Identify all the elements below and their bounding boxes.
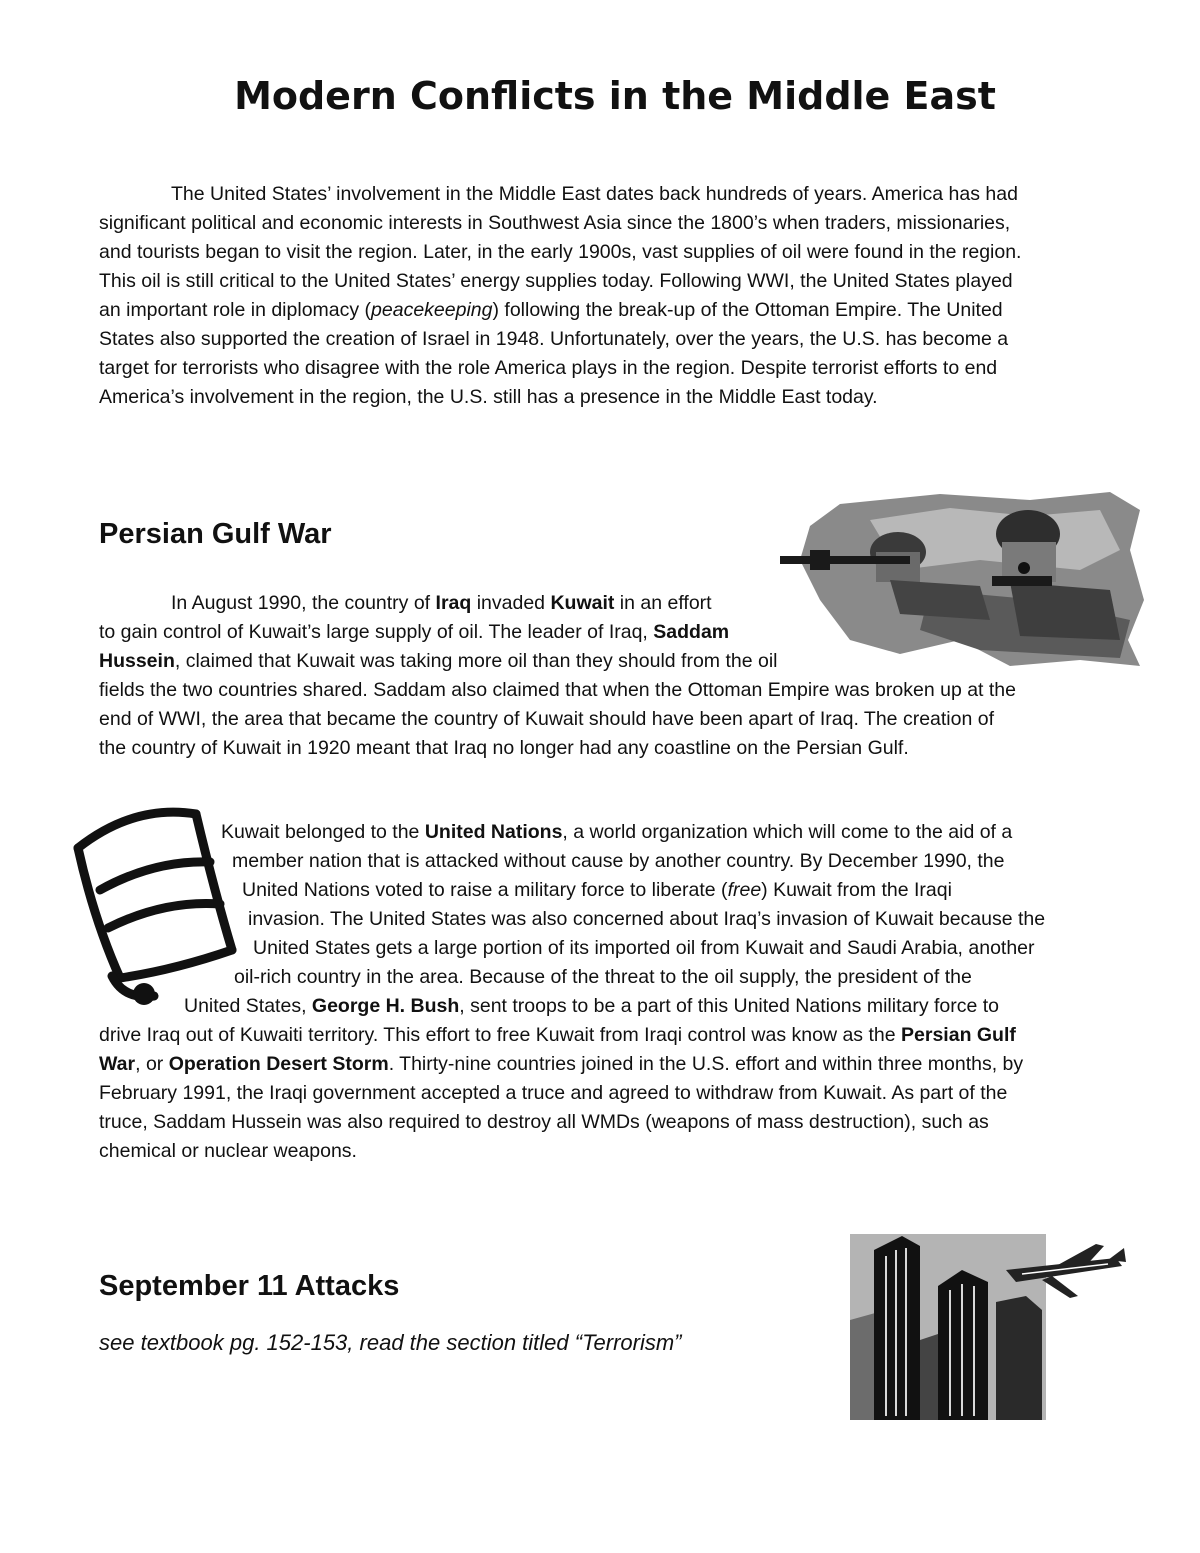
text-run: invasion. The United States was also concerned about Iraq’s invasion of Kuwait because the: [248, 908, 1046, 930]
paragraph-line: [99, 325, 1139, 354]
textbook-reference: see textbook pg. 152-153, read the section titled “Terrorism”: [99, 1330, 682, 1355]
text-run: , sent troops to be a part of this United Nations military force to: [459, 995, 1000, 1017]
paragraph-line: [99, 1021, 1139, 1050]
bold-term: Persian Gulf: [901, 1024, 1016, 1046]
paragraph-line: [99, 847, 1139, 876]
text-run: member nation that is attacked without cause by another country. By December 1990, the: [232, 850, 1005, 872]
text-run: United Nations voted to raise a military force to liberate (: [242, 879, 728, 901]
paragraph-line: [99, 1108, 1139, 1137]
paragraph-line: [99, 818, 1139, 847]
bold-term: Saddam: [653, 621, 730, 643]
text-run: ) Kuwait from the Iraqi: [761, 879, 952, 901]
paragraph-line: [99, 934, 1139, 963]
text-run: to gain control of Kuwait’s large supply of oil. The leader of Iraq,: [99, 621, 654, 643]
paragraph-line: [99, 238, 1139, 267]
sept11-heading: September 11 Attacks: [99, 1270, 400, 1302]
text-run: The United States’ involvement in the Middle East dates back hundreds of years. America has had: [171, 183, 1018, 205]
paragraph-line: [99, 1137, 1139, 1166]
paragraph-line: [99, 354, 1139, 383]
text-run: fields the two countries shared. Saddam also claimed that when the Ottoman Empire was broken up at the: [99, 679, 1016, 701]
gulf-war-paragraph-2: [99, 818, 1139, 1166]
text-run: end of WWI, the area that became the country of Kuwait should have been apart of Iraq. The creation of: [99, 708, 995, 730]
bold-term: Iraq: [435, 592, 472, 614]
text-run: invaded: [471, 592, 551, 614]
text-run: significant political and economic interests in Southwest Asia since the 1800’s when traders, missionaries,: [99, 212, 1011, 234]
paragraph-line: [99, 1050, 1139, 1079]
paragraph-line: [99, 296, 1139, 325]
gulf-war-heading: Persian Gulf War: [99, 518, 332, 550]
text-run: This oil is still critical to the United States’ energy supplies today. Following WWI, the United States played: [99, 270, 1013, 292]
text-run: in an effort: [614, 592, 712, 614]
paragraph-line: [99, 734, 1139, 763]
text-run: , a world organization which will come to the aid of a: [562, 821, 1013, 843]
bold-term: Operation Desert Storm: [168, 1053, 389, 1075]
text-run: States also supported the creation of Israel in 1948. Unfortunately, over the years, the U.S. has become a: [99, 328, 1009, 350]
paragraph-line: [99, 618, 1139, 647]
bold-term: Hussein: [99, 650, 175, 672]
text-run: chemical or nuclear weapons.: [99, 1140, 357, 1162]
paragraph-line: [99, 180, 1139, 209]
bold-term: George H. Bush: [311, 995, 460, 1017]
gulf-war-paragraph-1: [99, 589, 1139, 763]
text-run: ) following the break-up of the Ottoman Empire. The United: [492, 299, 1003, 321]
paragraph-line: [99, 1079, 1139, 1108]
paragraph-line: [99, 589, 1139, 618]
text-run: . Thirty-nine countries joined in the U.S. effort and within three months, by: [388, 1053, 1024, 1075]
text-run: February 1991, the Iraqi government accepted a truce and agreed to withdraw from Kuwait. As part of the: [99, 1082, 1008, 1104]
text-run: In August 1990, the country of: [171, 592, 436, 614]
text-run: America’s involvement in the region, the U.S. still has a presence in the Middle East today.: [99, 386, 878, 408]
text-run: , or: [135, 1053, 169, 1075]
paragraph-line: [99, 676, 1139, 705]
italic-term: peacekeeping: [371, 299, 493, 321]
text-run: drive Iraq out of Kuwaiti territory. This effort to free Kuwait from Iraqi control was know as the: [99, 1024, 902, 1046]
bold-term: United Nations: [424, 821, 563, 843]
paragraph-line: [99, 963, 1139, 992]
text-run: truce, Saddam Hussein was also required to destroy all WMDs (weapons of mass destruction), such as: [99, 1111, 989, 1133]
text-run: an important role in diplomacy (: [99, 299, 372, 321]
text-run: and tourists began to visit the region. Later, in the early 1900s, vast supplies of oil were found in the region.: [99, 241, 1022, 263]
paragraph-line: [99, 905, 1139, 934]
text-run: oil-rich country in the area. Because of the threat to the oil supply, the president of the: [234, 966, 972, 988]
paragraph-line: [99, 647, 1139, 676]
page-title: Modern Conflicts in the Middle East: [234, 74, 996, 118]
text-run: , claimed that Kuwait was taking more oil than they should from the oil: [174, 650, 778, 672]
text-run: target for terrorists who disagree with the role America plays in the region. Despite terrorist efforts to end: [99, 357, 998, 379]
text-run: United States gets a large portion of its imported oil from Kuwait and Saudi Arabia, another: [253, 937, 1035, 959]
italic-term: free: [727, 879, 762, 901]
text-run: United States,: [184, 995, 312, 1017]
paragraph-line: [99, 209, 1139, 238]
paragraph-line: [99, 876, 1139, 905]
bold-term: Kuwait: [550, 592, 615, 614]
paragraph-line: [99, 267, 1139, 296]
intro-paragraph: [99, 180, 1139, 412]
bold-term: War: [99, 1053, 136, 1075]
twin-towers-image: [846, 1230, 1126, 1422]
paragraph-line: [99, 992, 1139, 1021]
paragraph-line: [99, 705, 1139, 734]
paragraph-line: [99, 383, 1139, 412]
text-run: the country of Kuwait in 1920 meant that Iraq no longer had any coastline on the Persian Gulf.: [99, 737, 909, 759]
text-run: Kuwait belonged to the: [221, 821, 425, 843]
